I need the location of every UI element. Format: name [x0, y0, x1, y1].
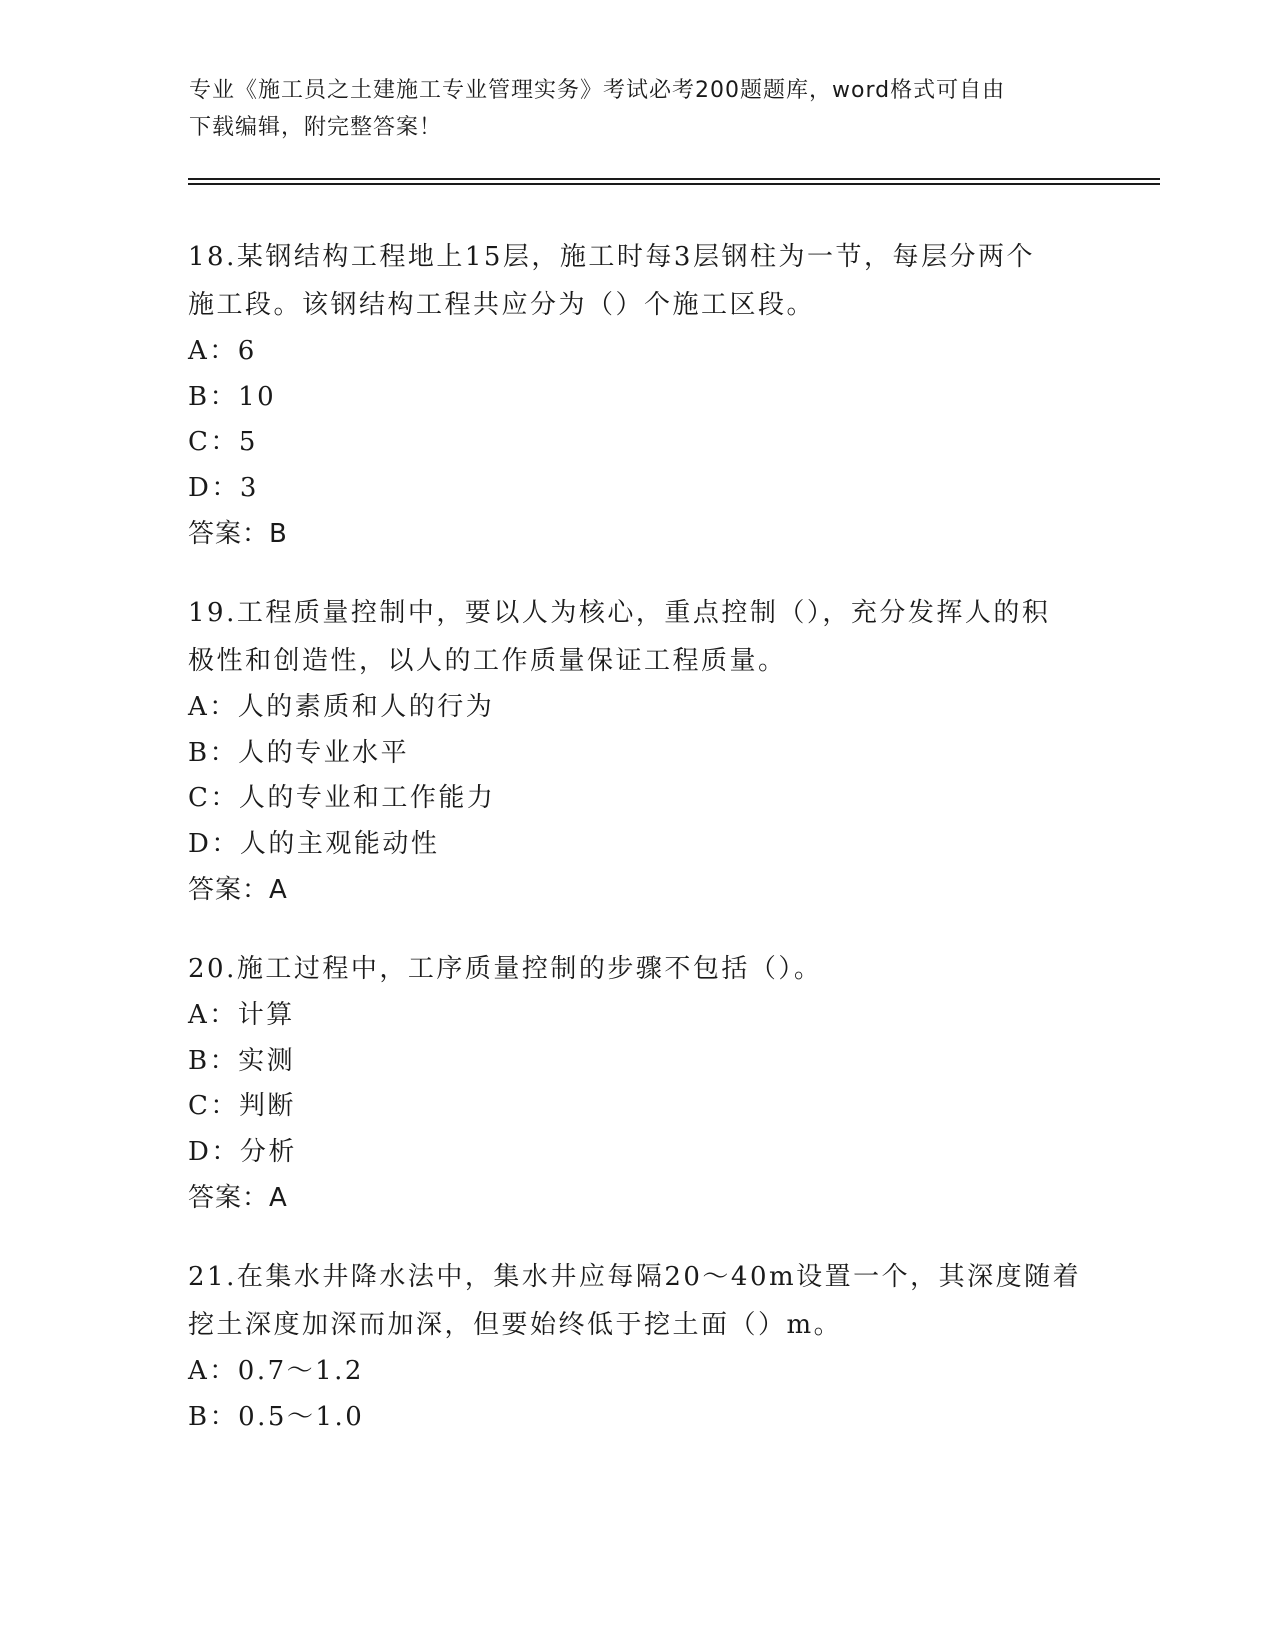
question-stem-line: 20.施工过程中，工序质量控制的步骤不包括（）。: [188, 954, 823, 984]
option-c: C：5: [188, 427, 258, 457]
option-b: B：0.5～1.0: [188, 1401, 365, 1432]
answer-line: 答案：A: [188, 875, 288, 905]
question-stem-line: 21.在集水井降水法中，集水井应每隔20～40m设置一个，其深度随着: [188, 1262, 1082, 1292]
option-a: A：0.7～1.2: [188, 1356, 364, 1386]
document-header: [189, 72, 1089, 146]
option-b: B：实测: [188, 1045, 296, 1076]
option-b: B：10: [188, 381, 277, 412]
option-c: C：判断: [188, 1091, 296, 1121]
question-18: [188, 233, 1088, 557]
question-stem-line: 极性和创造性，以人的工作质量保证工程质量。: [188, 646, 787, 676]
header-line-1: 专业《施工员之土建施工专业管理实务》考试必考200题题库，word格式可自由: [189, 78, 1006, 103]
option-a: A：计算: [188, 1000, 295, 1030]
option-b: B：人的专业水平: [188, 737, 410, 768]
question-21: [188, 1253, 1088, 1440]
answer-line: 答案：A: [188, 1183, 288, 1213]
option-a: A：人的素质和人的行为: [188, 692, 495, 722]
question-19: [188, 589, 1088, 913]
question-list: [188, 233, 1088, 1472]
option-c: C：人的专业和工作能力: [188, 783, 496, 813]
question-stem-line: 19.工程质量控制中，要以人为核心，重点控制（），充分发挥人的积: [188, 598, 1051, 628]
option-d: D：人的主观能动性: [188, 828, 440, 859]
question-20: [188, 945, 1088, 1221]
header-line-2: 下载编辑，附完整答案！: [189, 115, 443, 140]
header-divider-top: [188, 178, 1160, 180]
option-d: D：分析: [188, 1136, 297, 1167]
answer-line: 答案：B: [188, 519, 288, 549]
header-divider-bottom: [188, 183, 1160, 185]
option-d: D：3: [188, 472, 259, 503]
question-stem-line: 挖土深度加深而加深，但要始终低于挖土面（）m。: [188, 1310, 843, 1340]
question-stem-line: 18.某钢结构工程地上15层，施工时每3层钢柱为一节，每层分两个: [188, 242, 1035, 272]
question-stem-line: 施工段。该钢结构工程共应分为（）个施工区段。: [188, 290, 816, 320]
option-a: A：6: [188, 336, 257, 366]
